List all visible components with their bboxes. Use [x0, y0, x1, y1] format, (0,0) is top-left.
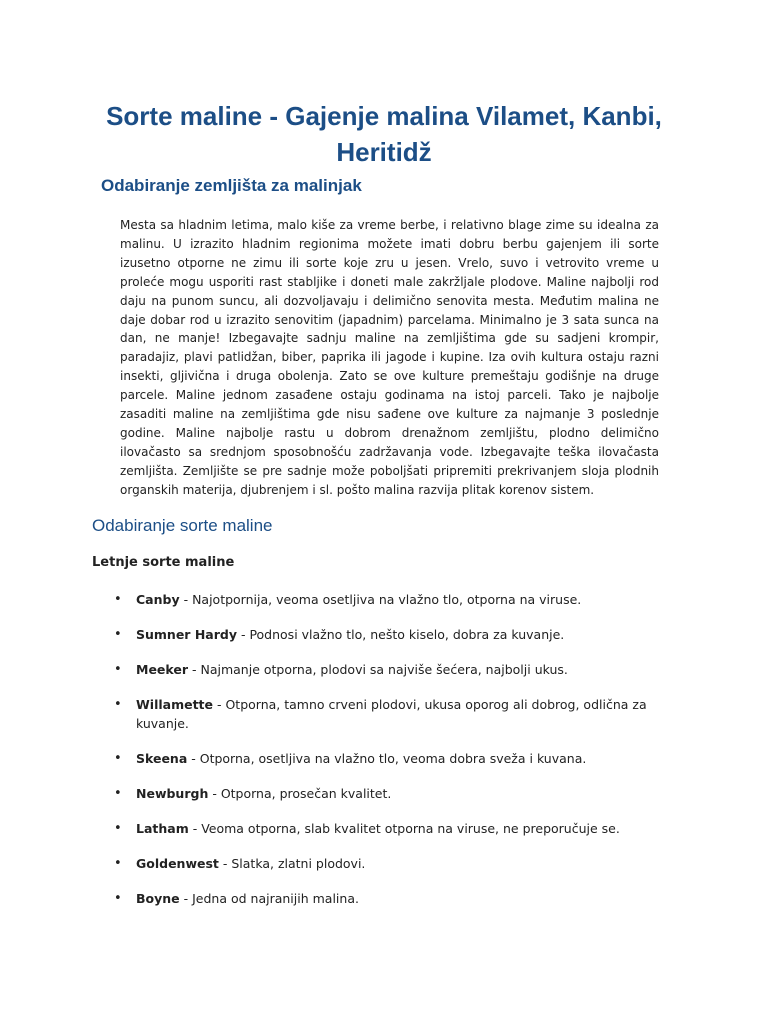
variety-description: - Slatka, zlatni plodovi.: [218, 856, 366, 871]
variety-description: - Jedna od najranijih malina.: [179, 891, 359, 906]
bullet-icon: •: [114, 697, 122, 712]
list-item: [110, 854, 680, 873]
section-heading-variety: Odabiranje sorte maline: [92, 516, 273, 535]
section-heading-soil: Odabiranje zemljišta za malinjak: [101, 176, 362, 195]
bullet-icon: •: [114, 662, 122, 677]
bullet-icon: •: [114, 786, 122, 801]
bullet-icon: •: [114, 751, 122, 766]
variety-name: Boyne: [136, 891, 180, 906]
list-item: [110, 784, 680, 803]
list-item: [110, 625, 680, 644]
variety-name: Goldenwest: [136, 856, 219, 871]
subheading-summer-varieties: Letnje sorte maline: [92, 555, 235, 570]
variety-name: Latham: [136, 821, 189, 836]
list-item: [110, 660, 680, 679]
variety-description: - Najotpornija, veoma osetljiva na vlažno tlo, otporna na viruse.: [179, 592, 582, 607]
variety-description: - Veoma otporna, slab kvalitet otporna na viruse, ne preporučuje se.: [188, 821, 620, 836]
variety-description: - Otporna, tamno crveni plodovi, ukusa oporog ali dobrog, odlična za kuvanje.: [136, 697, 647, 731]
variety-description: - Najmanje otporna, plodovi sa najviše šećera, najbolji ukus.: [188, 662, 568, 677]
variety-name: Sumner Hardy: [136, 627, 237, 642]
list-item: [110, 819, 680, 838]
bullet-icon: •: [114, 891, 122, 906]
variety-name: Meeker: [136, 662, 189, 677]
page-title: Sorte maline - Gajenje malina Vilamet, Kanbi, Heritidž: [106, 101, 662, 167]
variety-name: Willamette: [136, 697, 214, 712]
list-item: [110, 749, 680, 768]
variety-name: Canby: [136, 592, 180, 607]
variety-name: Newburgh: [136, 786, 209, 801]
list-item: [110, 695, 680, 733]
list-item: [110, 889, 680, 908]
bullet-icon: •: [114, 856, 122, 871]
variety-list: [110, 590, 680, 924]
bullet-icon: •: [114, 821, 122, 836]
bullet-icon: •: [114, 627, 122, 642]
soil-paragraph: Mesta sa hladnim letima, malo kiše za vreme berbe, i relativno blage zime su idealna za malinu. U izrazito hladnim regionima možete imati dobru berbu gajenjem ili sorte izusetno otporne ne zimu ili sorte koje zru u jesen. Vrelo, suvo i vetrovito vreme u proleće mogu usporiti rast stabljike i doneti male zakržljale plodove. Maline najbolji rod daju na punom suncu, ali dozvoljavaju i delimično senovita mesta. Međutim malina ne daje dobar rod u izrazito senovitim (japadnim) parcelama. Minimalno je 3 sata sunca na dan, ne manje! Izbegavajte sadnju maline na zemljištima gde su sadjeni krompir, paradajiz, plavi patlidžan, biber, paprika ili jagode i kupine. Iza ovih kultura ostaju razni insekti, gljivična i druga obolenja. Zato se ove kulture premeštaju godišnje na druge parcele. Maline jednom zasađene ostaju godinama na istoj parceli. Tako je najbolje zasaditi maline na zemljištima gde nisu sađene ove kulture za najmanje 3 poslednje godine. Maline najbolje rastu u dobrom drenažnom zemljištu, plodno delimično ilovačasto sa srednjom sposobnošću zadržavanja vode. Izbegavajte teška ilovačasta zemljišta. Zemljište se pre sadnje može poboljšati pripremiti prekrivanjem sloja plodnih organskih materija, djubrenjem i sl. pošto malina razvija plitak korenov sistem.: [120, 218, 659, 497]
list-item: [110, 590, 680, 609]
variety-description: - Otporna, prosečan kvalitet.: [208, 786, 392, 801]
variety-description: - Podnosi vlažno tlo, nešto kiselo, dobra za kuvanje.: [236, 627, 565, 642]
bullet-icon: •: [114, 592, 122, 607]
variety-description: - Otporna, osetljiva na vlažno tlo, veoma dobra sveža i kuvana.: [187, 751, 587, 766]
variety-name: Skeena: [136, 751, 188, 766]
